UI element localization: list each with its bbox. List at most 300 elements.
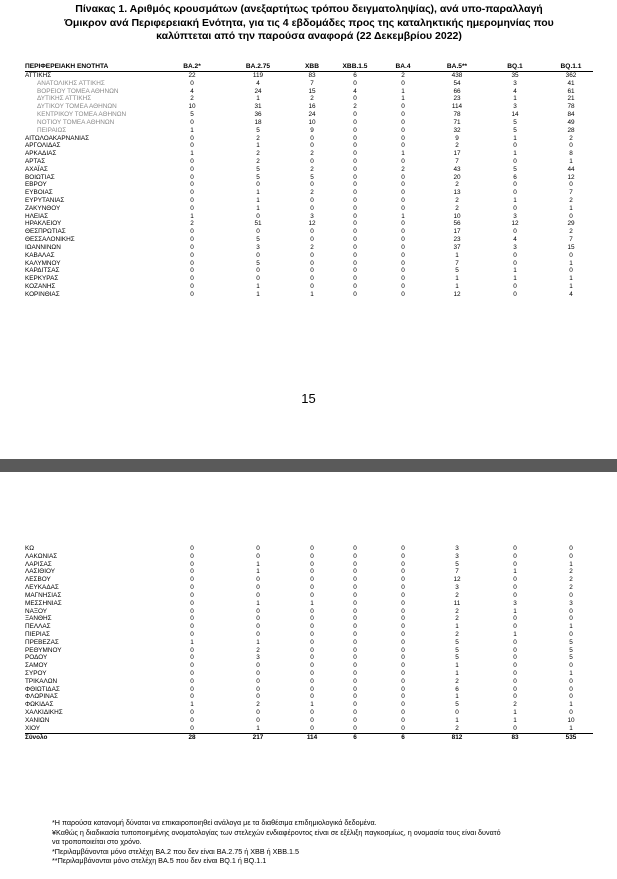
count-cell: 1 (455, 282, 459, 290)
region-name: ΚΑΛΥΜΝΟΥ (25, 259, 61, 267)
count-cell: 0 (353, 662, 357, 670)
count-cell: 0 (353, 181, 357, 189)
header-bq11: BQ.1.1 (560, 63, 582, 70)
count-cell: 24 (254, 87, 262, 95)
count-cell: 0 (513, 181, 517, 189)
count-cell: 2 (455, 197, 459, 204)
table-row (25, 260, 593, 268)
count-cell: 1 (310, 701, 314, 709)
count-cell: 0 (190, 615, 194, 623)
count-cell: 17 (453, 150, 461, 158)
count-cell: 0 (401, 599, 405, 607)
count-cell: 0 (353, 111, 357, 119)
count-cell: 0 (310, 259, 314, 267)
count-cell: 0 (256, 677, 260, 685)
count-cell: 1 (513, 267, 517, 275)
count-cell: 2 (256, 157, 260, 165)
table-row (25, 686, 593, 694)
count-cell: 0 (190, 670, 194, 677)
table-row (25, 197, 593, 205)
count-cell: 0 (353, 545, 357, 552)
count-cell: 1 (455, 662, 459, 670)
count-cell: 0 (513, 560, 517, 568)
total-cell: 217 (252, 733, 264, 741)
count-cell: 0 (401, 259, 405, 267)
count-cell: 0 (353, 623, 357, 631)
count-cell: 1 (569, 204, 573, 212)
count-cell: 0 (401, 220, 405, 228)
count-cell: 0 (353, 251, 357, 259)
table-body (25, 72, 593, 299)
count-cell: 0 (190, 724, 194, 732)
count-cell: 0 (401, 568, 405, 576)
count-cell: 0 (401, 677, 405, 685)
total-label: Σύνολο (25, 733, 48, 741)
region-name: ΛΕΣΒΟΥ (25, 576, 51, 584)
count-cell: 0 (401, 716, 405, 724)
count-cell: 2 (256, 701, 260, 709)
count-cell: 35 (511, 72, 519, 79)
count-cell: 4 (256, 79, 260, 87)
count-cell: 0 (353, 189, 357, 197)
count-cell: 29 (567, 220, 575, 228)
count-cell: 1 (256, 142, 260, 150)
count-cell: 0 (310, 685, 314, 693)
count-cell: 5 (190, 111, 194, 119)
count-cell: 0 (353, 197, 357, 204)
region-name: ΛΑΡΙΣΑΣ (25, 560, 52, 568)
count-cell: 0 (401, 576, 405, 584)
footnotes (52, 818, 582, 866)
region-name: ΑΝΑΤΟΛΙΚΗΣ ΑΤΤΙΚΗΣ (37, 79, 105, 87)
count-cell: 1 (310, 599, 314, 607)
count-cell: 5 (455, 701, 459, 709)
region-name: ΚΩ (25, 545, 35, 552)
count-cell: 0 (569, 552, 573, 560)
count-cell: 0 (353, 212, 357, 220)
count-cell: 0 (513, 654, 517, 662)
count-cell: 0 (353, 560, 357, 568)
count-cell: 22 (188, 72, 196, 79)
count-cell: 0 (256, 181, 260, 189)
count-cell: 438 (451, 72, 463, 79)
region-name: ΑΡΤΑΣ (25, 157, 46, 165)
header-ba2: BA.2* (183, 63, 201, 70)
count-cell: 0 (310, 267, 314, 275)
table-row (25, 252, 593, 260)
count-cell: 2 (569, 228, 573, 236)
count-cell: 24 (308, 111, 316, 119)
count-cell: 0 (353, 267, 357, 275)
count-cell: 0 (190, 654, 194, 662)
count-cell: 11 (453, 599, 461, 607)
count-cell: 0 (353, 552, 357, 560)
count-cell: 0 (310, 677, 314, 685)
count-cell: 1 (513, 607, 517, 615)
count-cell: 0 (310, 615, 314, 623)
count-cell: 0 (353, 677, 357, 685)
count-cell: 0 (513, 615, 517, 623)
count-cell: 0 (190, 142, 194, 150)
count-cell: 1 (513, 197, 517, 204)
count-cell: 0 (353, 142, 357, 150)
count-cell: 1 (256, 282, 260, 290)
count-cell: 0 (513, 251, 517, 259)
table-row (25, 127, 593, 135)
table-row (25, 693, 593, 701)
table-row (25, 150, 593, 158)
count-cell: 66 (453, 87, 461, 95)
count-cell: 0 (401, 545, 405, 552)
count-cell: 1 (401, 87, 405, 95)
count-cell: 0 (513, 545, 517, 552)
count-cell: 2 (310, 95, 314, 103)
count-cell: 0 (401, 560, 405, 568)
region-name: ΠΡΕΒΕΖΑΣ (25, 638, 59, 646)
count-cell: 1 (401, 95, 405, 103)
count-cell: 0 (353, 591, 357, 599)
count-cell: 0 (513, 591, 517, 599)
table-row (25, 623, 593, 631)
region-name: ΦΛΩΡΙΝΑΣ (25, 693, 59, 701)
count-cell: 3 (455, 552, 459, 560)
count-cell: 3 (310, 212, 314, 220)
count-cell: 0 (190, 599, 194, 607)
count-cell: 0 (353, 157, 357, 165)
count-cell: 0 (401, 724, 405, 732)
count-cell: 1 (455, 275, 459, 283)
region-name: ΒΟΡΕΙΟΥ ΤΟΜΕΑ ΑΘΗΝΩΝ (37, 87, 119, 95)
count-cell: 0 (353, 150, 357, 158)
count-cell: 0 (310, 576, 314, 584)
count-cell: 0 (256, 709, 260, 717)
count-cell: 0 (256, 670, 260, 677)
count-cell: 0 (310, 607, 314, 615)
count-cell: 0 (190, 646, 194, 654)
count-cell: 0 (513, 685, 517, 693)
count-cell: 0 (353, 607, 357, 615)
count-cell: 0 (401, 118, 405, 126)
region-name: ΣΥΡΟΥ (25, 670, 47, 677)
count-cell: 0 (256, 552, 260, 560)
table-row (25, 267, 593, 275)
count-cell: 4 (190, 87, 194, 95)
count-cell: 0 (401, 584, 405, 592)
count-cell: 0 (401, 173, 405, 181)
count-cell: 2 (310, 165, 314, 173)
count-cell: 0 (353, 95, 357, 103)
count-cell: 0 (353, 165, 357, 173)
count-cell: 2 (513, 701, 517, 709)
count-cell: 0 (401, 646, 405, 654)
count-cell: 0 (310, 282, 314, 290)
table-row (25, 678, 593, 686)
count-cell: 0 (310, 591, 314, 599)
count-cell: 0 (256, 716, 260, 724)
count-cell: 0 (190, 267, 194, 275)
count-cell: 21 (567, 95, 575, 103)
count-cell: 0 (353, 259, 357, 267)
region-name: ΝΑΞΟΥ (25, 607, 48, 615)
region-name: ΚΕΝΤΡΙΚΟΥ ΤΟΜΕΑ ΑΘΗΝΩΝ (37, 111, 127, 119)
count-cell: 0 (256, 693, 260, 701)
count-cell: 3 (455, 584, 459, 592)
count-cell: 0 (569, 591, 573, 599)
count-cell: 0 (190, 157, 194, 165)
count-cell: 0 (353, 693, 357, 701)
count-cell: 3 (256, 243, 260, 251)
count-cell: 0 (513, 584, 517, 592)
count-cell: 1 (256, 560, 260, 568)
region-name: ΕΒΡΟΥ (25, 181, 47, 189)
count-cell: 3 (513, 79, 517, 87)
count-cell: 0 (401, 134, 405, 142)
table-row (25, 80, 593, 88)
count-cell: 0 (353, 204, 357, 212)
count-cell: 2 (310, 189, 314, 197)
count-cell: 2 (256, 150, 260, 158)
count-cell: 0 (310, 142, 314, 150)
table-title (20, 3, 598, 44)
count-cell: 5 (455, 267, 459, 275)
count-cell: 0 (190, 584, 194, 592)
region-name: ΗΛΕΙΑΣ (25, 212, 49, 220)
region-name: ΚΑΡΔΙΤΣΑΣ (25, 267, 60, 275)
count-cell: 0 (401, 591, 405, 599)
region-name: ΚΕΡΚΥΡΑΣ (25, 275, 59, 283)
table-row (25, 545, 593, 553)
count-cell: 2 (401, 72, 405, 79)
count-cell: 12 (453, 576, 461, 584)
count-cell: 0 (190, 623, 194, 631)
count-cell: 0 (569, 607, 573, 615)
count-cell: 5 (455, 646, 459, 654)
count-cell: 0 (569, 685, 573, 693)
count-cell: 0 (310, 236, 314, 244)
count-cell: 6 (513, 173, 517, 181)
table-row (25, 615, 593, 623)
count-cell: 0 (513, 282, 517, 290)
count-cell: 0 (401, 701, 405, 709)
table-row (25, 600, 593, 608)
region-name: ΛΑΣΙΘΙΟΥ (25, 568, 56, 576)
title-line: Πίνακας 1. Αριθμός κρουσμάτων (ανεξαρτήτως τρόπου δειγματοληψίας), ανά υπο-παραλλαγή (75, 3, 543, 15)
region-name: ΑΡΚΑΔΙΑΣ (25, 150, 57, 158)
count-cell: 5 (256, 259, 260, 267)
count-cell: 32 (453, 126, 461, 134)
region-name: ΑΙΤΩΛΟΑΚΑΡΝΑΝΙΑΣ (25, 134, 90, 142)
region-name: ΑΤΤΙΚΗΣ (25, 72, 52, 79)
count-cell: 17 (453, 228, 461, 236)
count-cell: 0 (353, 646, 357, 654)
count-cell: 10 (308, 118, 316, 126)
table-row (25, 725, 593, 733)
count-cell: 2 (190, 220, 194, 228)
region-name: ΑΡΓΟΛΙΔΑΣ (25, 142, 61, 150)
count-cell: 0 (401, 662, 405, 670)
count-cell: 0 (353, 724, 357, 732)
count-cell: 0 (310, 134, 314, 142)
count-cell: 16 (308, 103, 316, 111)
count-cell: 2 (569, 584, 573, 592)
count-cell: 1 (455, 716, 459, 724)
region-name: ΦΘΙΩΤΙΔΑΣ (25, 685, 60, 693)
count-cell: 4 (513, 236, 517, 244)
count-cell: 0 (401, 607, 405, 615)
table-row (25, 561, 593, 569)
count-cell: 5 (513, 118, 517, 126)
table-row (25, 717, 593, 725)
count-cell: 0 (569, 251, 573, 259)
count-cell: 0 (190, 165, 194, 173)
count-cell: 1 (513, 709, 517, 717)
table-row (25, 88, 593, 96)
count-cell: 2 (569, 568, 573, 576)
region-name: ΒΟΙΩΤΙΑΣ (25, 173, 55, 181)
table-row (25, 701, 593, 709)
count-cell: 2 (455, 591, 459, 599)
count-cell: 2 (455, 142, 459, 150)
count-cell: 13 (453, 189, 461, 197)
count-cell: 0 (455, 709, 459, 717)
count-cell: 7 (569, 189, 573, 197)
count-cell: 0 (401, 142, 405, 150)
region-name: ΚΑΒΑΛΑΣ (25, 251, 55, 259)
count-cell: 0 (513, 662, 517, 670)
count-cell: 1 (256, 568, 260, 576)
count-cell: 0 (401, 275, 405, 283)
total-cell: 114 (306, 733, 318, 741)
table-row (25, 174, 593, 182)
count-cell: 0 (190, 204, 194, 212)
count-cell: 1 (310, 290, 314, 298)
count-cell: 49 (567, 118, 575, 126)
count-cell: 0 (310, 630, 314, 638)
count-cell: 20 (453, 173, 461, 181)
count-cell: 5 (513, 126, 517, 134)
table-row (25, 576, 593, 584)
count-cell: 0 (190, 189, 194, 197)
count-cell: 0 (401, 638, 405, 646)
count-cell: 0 (190, 118, 194, 126)
count-cell: 0 (190, 545, 194, 552)
count-cell: 0 (353, 630, 357, 638)
count-cell: 10 (567, 716, 575, 724)
count-cell: 0 (401, 103, 405, 111)
count-cell: 1 (256, 197, 260, 204)
count-cell: 5 (513, 165, 517, 173)
count-cell: 1 (513, 95, 517, 103)
table-row (25, 639, 593, 647)
count-cell: 1 (455, 623, 459, 631)
table-row (25, 608, 593, 616)
count-cell: 2 (455, 615, 459, 623)
count-cell: 1 (455, 670, 459, 677)
count-cell: 0 (569, 615, 573, 623)
count-cell: 0 (569, 630, 573, 638)
count-cell: 0 (256, 685, 260, 693)
count-cell: 0 (190, 251, 194, 259)
count-cell: 0 (513, 142, 517, 150)
header-ba4: BA.4 (395, 63, 411, 70)
count-cell: 2 (310, 243, 314, 251)
header-ba5: BA.5** (446, 63, 468, 70)
page-number: 15 (301, 391, 316, 406)
footnote: *Περιλαμβάνονται μόνο στελέχη BA.2 που δεν είναι BA.2.75 ή XBB ή XBB.1.5 (52, 846, 299, 856)
count-cell: 31 (254, 103, 262, 111)
count-cell: 0 (310, 181, 314, 189)
count-cell: 0 (353, 576, 357, 584)
footnote: **Περιλαμβάνονται μόνο στελέχη BA.5 που δεν είναι BQ.1 ή BQ.1.1 (52, 856, 267, 866)
count-cell: 9 (310, 126, 314, 134)
count-cell: 1 (513, 630, 517, 638)
count-cell: 1 (513, 716, 517, 724)
count-cell: 10 (453, 212, 461, 220)
count-cell: 0 (401, 251, 405, 259)
count-cell: 1 (190, 638, 194, 646)
count-cell: 0 (310, 623, 314, 631)
region-name: ΑΧΑΪΑΣ (25, 165, 48, 173)
total-cell: 812 (451, 733, 463, 741)
count-cell: 0 (353, 228, 357, 236)
count-cell: 5 (256, 126, 260, 134)
count-cell: 0 (190, 693, 194, 701)
footnote: *Η παρούσα κατανομή δύναται να επικαιροποιηθεί ανάλογα με τα διαθέσιμα επιδημιολογικά δεδομένα. (52, 818, 377, 827)
count-cell: 0 (513, 623, 517, 631)
count-cell: 1 (569, 157, 573, 165)
count-cell: 1 (256, 599, 260, 607)
count-cell: 0 (353, 134, 357, 142)
count-cell: 0 (310, 646, 314, 654)
count-cell: 0 (310, 275, 314, 283)
region-name: ΜΑΓΝΗΣΙΑΣ (25, 591, 62, 599)
count-cell: 119 (252, 72, 264, 79)
count-cell: 0 (190, 173, 194, 181)
table-row (25, 553, 593, 561)
count-cell: 0 (513, 259, 517, 267)
count-cell: 1 (256, 290, 260, 298)
count-cell: 0 (190, 275, 194, 283)
count-cell: 0 (513, 724, 517, 732)
count-cell: 0 (569, 212, 573, 220)
count-cell: 0 (310, 228, 314, 236)
count-cell: 0 (310, 584, 314, 592)
region-name: ΧΑΛΚΙΔΙΚΗΣ (25, 709, 63, 717)
region-name: ΔΥΤΙΚΗΣ ΑΤΤΙΚΗΣ (37, 95, 92, 103)
count-cell: 2 (353, 103, 357, 111)
count-cell: 5 (256, 173, 260, 181)
count-cell: 1 (455, 693, 459, 701)
count-cell: 1 (513, 134, 517, 142)
count-cell: 1 (190, 150, 194, 158)
count-cell: 37 (453, 243, 461, 251)
count-cell: 2 (256, 646, 260, 654)
table-row (25, 142, 593, 150)
count-cell: 0 (310, 251, 314, 259)
count-cell: 0 (353, 173, 357, 181)
count-cell: 9 (455, 134, 459, 142)
region-name: ΔΥΤΙΚΟΥ ΤΟΜΕΑ ΑΘΗΝΩΝ (37, 103, 117, 111)
count-cell: 0 (190, 677, 194, 685)
count-cell: 1 (256, 724, 260, 732)
count-cell: 0 (569, 662, 573, 670)
table-body (25, 545, 593, 733)
count-cell: 6 (353, 72, 357, 79)
count-cell: 1 (256, 204, 260, 212)
count-cell: 0 (256, 267, 260, 275)
count-cell: 54 (453, 79, 461, 87)
count-cell: 1 (569, 701, 573, 709)
